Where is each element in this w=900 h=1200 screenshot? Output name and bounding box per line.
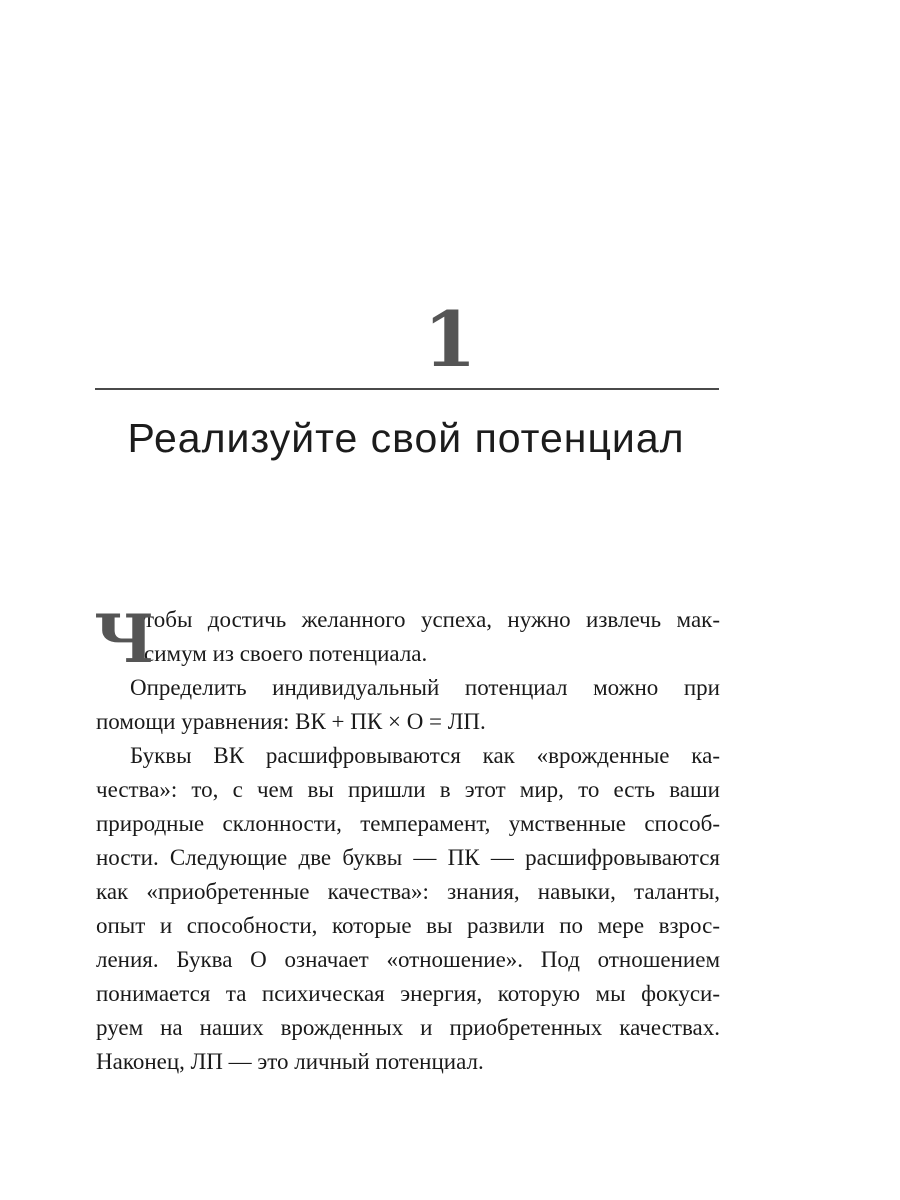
text-line: Буквы ВК расшифровываются как «врожденные ка-: [130, 743, 720, 768]
text-line: опыт и способности, которые вы развили по мере взрос-: [96, 913, 720, 938]
text-line: тобы достичь желанного успеха, нужно извлечь мак-: [144, 607, 720, 632]
chapter-number: 1: [423, 295, 477, 384]
text-line: ления. Буква О означает «отношение». Под отношением: [96, 947, 720, 972]
chapter-title: Реализуйте свой потенциал: [127, 415, 685, 461]
chapter-divider: [95, 388, 719, 390]
text-line: руем на наших врожденных и приобретенных качествах.: [96, 1015, 720, 1040]
paragraph-2: [96, 671, 720, 739]
text-line: как «приобретенные качества»: знания, навыки, таланты,: [96, 879, 720, 904]
text-line: Наконец, ЛП — это личный потенциал.: [96, 1049, 484, 1074]
text-line: понимается та психическая энергия, которую мы фокуси-: [96, 981, 720, 1006]
paragraph-1: [94, 600, 720, 678]
text-line: симум из своего потенциала.: [144, 641, 428, 666]
text-line: помощи уравнения: ВК + ПК × О = ЛП.: [96, 709, 486, 734]
paragraph-3: [96, 739, 720, 1079]
drop-cap: Ч: [94, 600, 155, 678]
text-line: чества»: то, с чем вы пришли в этот мир, то есть ваши: [96, 777, 720, 802]
text-line: природные склонности, темперамент, умственные способ-: [96, 811, 720, 836]
text-line: Определить индивидуальный потенциал можно при: [130, 675, 720, 700]
text-line: ности. Следующие две буквы — ПК — расшифровываются: [96, 845, 720, 870]
body-text: [94, 600, 720, 1079]
